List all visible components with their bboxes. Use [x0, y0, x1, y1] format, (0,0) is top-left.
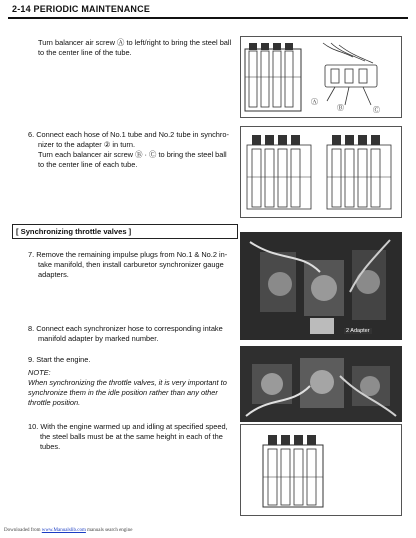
callout-c: Ⓒ [373, 107, 380, 114]
page-title: 2-14 PERIODIC MAINTENANCE [12, 4, 151, 14]
callout-a: Ⓐ [311, 99, 318, 106]
text-line: Turn balancer air screw Ⓐ to left/right to bring the steel ball [38, 38, 232, 47]
engine-photo-illustration [240, 346, 402, 422]
balancer-intro-text [38, 38, 238, 58]
step-9-text: 9. Start the engine. [28, 355, 91, 364]
section-heading [12, 224, 238, 239]
text-line: take manifold, then install carburetor synchronizer gauge [38, 260, 224, 269]
synchronizer-gauge-figure [240, 36, 402, 118]
text-line: 7. Remove the remaining impulse plugs from No.1 & No.2 in- [28, 250, 228, 259]
text-line: tubes. [40, 442, 61, 451]
carburetor-adapter-photo [240, 232, 402, 340]
step-10-text [28, 422, 240, 452]
step-6-text [28, 130, 238, 170]
engine-photo-illustration [240, 232, 402, 340]
section-heading-text: [ Synchronizing throttle valves ] [16, 227, 132, 236]
callout-b: Ⓑ [337, 105, 344, 112]
text-line: Turn each balancer air screw Ⓑ · Ⓒ to bring the steel ball [38, 150, 227, 159]
gauge-illustration [241, 425, 401, 515]
two-gauge-figure [240, 126, 402, 218]
page-header [8, 3, 408, 17]
text-line: throttle position. [28, 398, 81, 407]
note-block [28, 368, 240, 408]
dual-gauge-illustration [241, 127, 401, 217]
text-line: 6. Connect each hose of No.1 tube and No.2 tube in synchro- [28, 130, 229, 139]
text-line: When synchronizing the throttle valves, it is very important to [28, 378, 227, 387]
text-line: adapters. [38, 270, 69, 279]
step-8-text [28, 324, 238, 344]
text-line: 8. Connect each synchronizer hose to corresponding intake [28, 324, 223, 333]
note-label: NOTE: [28, 368, 51, 377]
footer-suffix: manuals search engine [85, 528, 133, 533]
balanced-gauge-figure [240, 424, 402, 516]
text-line: manifold adapter by marked number. [38, 334, 159, 343]
header-rule [8, 17, 408, 19]
step-7-text [28, 250, 240, 280]
text-line: the steel balls must be at the same height in each of the [40, 432, 223, 441]
text-line: 10. With the engine warmed up and idling at specified speed, [28, 422, 228, 431]
synchronizer-hose-photo [240, 346, 402, 422]
manualslib-link[interactable]: www.Manualslib.com [41, 528, 86, 533]
text-line: to the center line of each tube. [38, 160, 138, 169]
photo-label: 2 Adapter [346, 328, 370, 334]
text-line: to the center line of the tube. [38, 48, 132, 57]
download-footer [4, 528, 132, 533]
footer-prefix: Downloaded from [4, 528, 42, 533]
text-line: synchronize them in the idle position rather than any other [28, 388, 218, 397]
text-line: nizer to the adapter ② in turn. [38, 140, 136, 149]
